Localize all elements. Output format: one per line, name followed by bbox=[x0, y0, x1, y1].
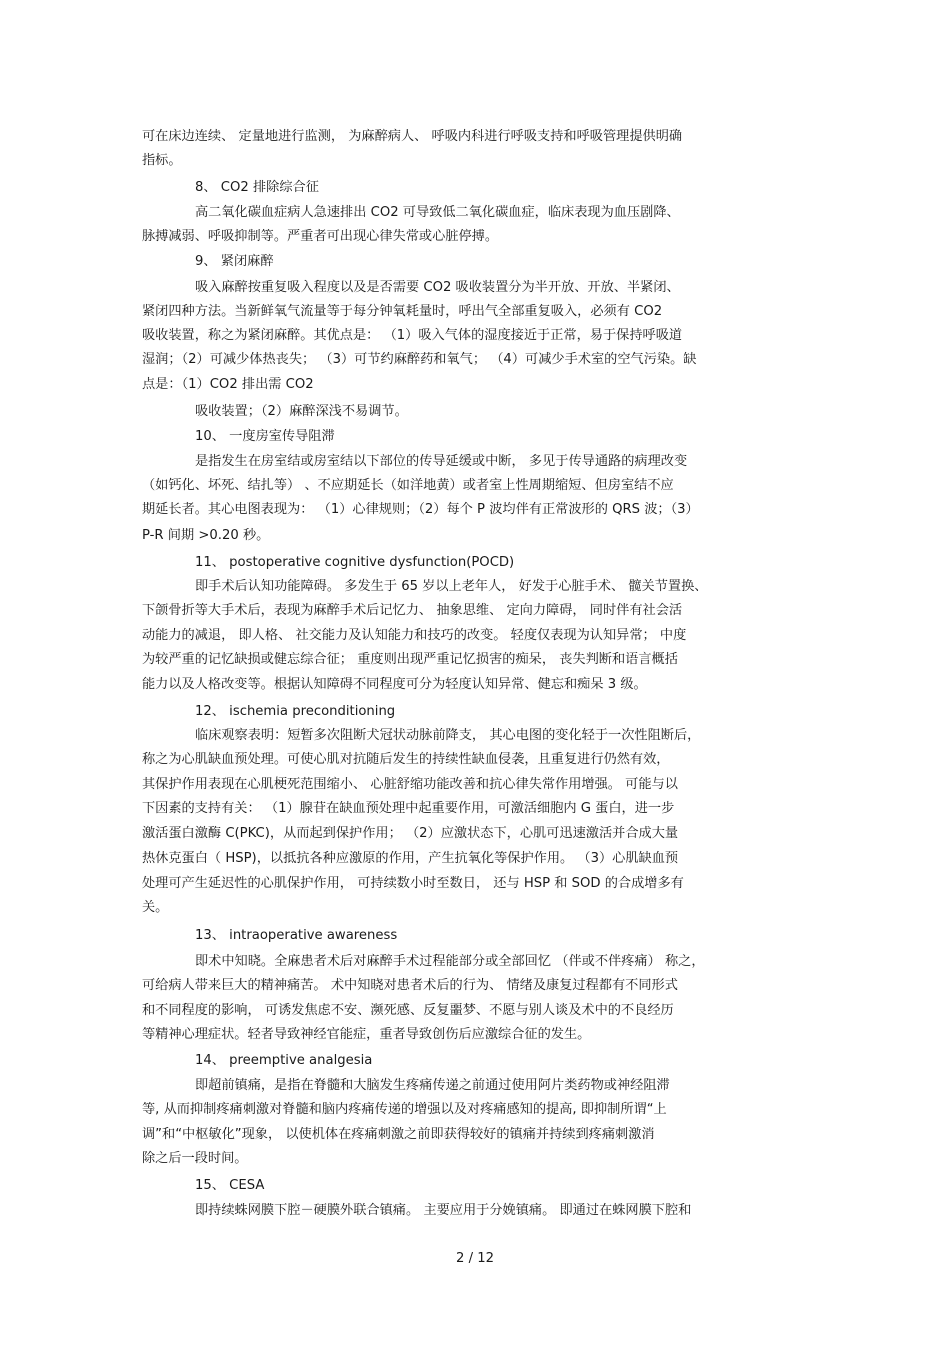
text-line: 是指发生在房室结或房室结以下部位的传导延缓或中断， 多见于传导通路的病理改变 bbox=[195, 454, 688, 469]
text-line: P-R 间期 >0.20 秒。 bbox=[142, 528, 270, 543]
text-line: 脉搏减弱、呼吸抑制等。严重者可出现心律失常或心脏停搏。 bbox=[142, 229, 499, 244]
text-line: 即术中知晓。全麻患者术后对麻醉手术过程能部分或全部回忆 （伴或不伴疼痛） 称之， bbox=[195, 954, 705, 969]
text-line: 处理可产生延迟性的心肌保护作用， 可持续数小时至数日， 还与 HSP 和 SOD 的合成增多有 bbox=[142, 876, 684, 891]
text-line: 可给病人带来巨大的精神痛苦。 术中知晓对患者术后的行为、 情绪及康复过程都有不同形式 bbox=[142, 978, 678, 993]
text-line: 除之后一段时间。 bbox=[142, 1151, 248, 1166]
text-line: 下因素的支持有关： （1）腺苷在缺血预处理中起重要作用，可激活细胞内 G 蛋白，进一步 bbox=[142, 801, 675, 816]
text-line: 8、 CO2 排除综合征 bbox=[195, 180, 319, 195]
text-line: 13、 intraoperative awareness bbox=[195, 928, 398, 943]
text-line: 和不同程度的影响， 可诱发焦虑不安、濒死感、反复噩梦、不愿与别人谈及术中的不良经历 bbox=[142, 1003, 674, 1018]
text-line: 等精神心理症状。轻者导致神经官能症，重者导致创伤后应激综合征的发生。 bbox=[142, 1027, 591, 1042]
text-line: 能力以及人格改变等。根据认知障碍不同程度可分为轻度认知异常、健忘和痴呆 3 级。 bbox=[142, 677, 647, 692]
page-number: 2 / 12 bbox=[456, 1251, 494, 1266]
text-line: 热休克蛋白（ HSP)，以抵抗各种应激原的作用，产生抗氧化等保护作用。 （3）心肌缺血预 bbox=[142, 851, 679, 866]
text-line: 其保护作用表现在心肌梗死范围缩小、 心脏舒缩功能改善和抗心律失常作用增强。 可能与以 bbox=[142, 777, 678, 792]
text-line: 调”和“中枢敏化”现象， 以使机体在疼痛刺激之前即获得较好的镇痛并持续到疼痛刺激消 bbox=[142, 1127, 655, 1142]
text-line: 12、 ischemia preconditioning bbox=[195, 704, 396, 719]
text-line: 即超前镇痛，是指在脊髓和大脑发生疼痛传递之前通过使用阿片类药物或神经阻滞 bbox=[195, 1078, 670, 1093]
text-line: 湿润；（2）可减少体热丧失； （3）可节约麻醉药和氧气； （4）可减少手术室的空气污染。缺 bbox=[142, 352, 697, 367]
text-line: 9、 紧闭麻醉 bbox=[195, 254, 274, 269]
text-line: 可在床边连续、 定量地进行监测， 为麻醉病人、 呼吸内科进行呼吸支持和呼吸管理提供明确 bbox=[142, 129, 683, 144]
text-line: 称之为心肌缺血预处理。可使心肌对抗随后发生的持续性缺血侵袭，且重复进行仍然有效， bbox=[142, 752, 670, 767]
text-line: 吸收装置，称之为紧闭麻醉。其优点是： （1）吸入气体的湿度接近于正常，易于保持呼吸道 bbox=[142, 328, 683, 343]
text-line: 即持续蛛网膜下腔－硬膜外联合镇痛。 主要应用于分娩镇痛。 即通过在蛛网膜下腔和 bbox=[195, 1203, 692, 1218]
text-line: 吸入麻醉按重复吸入程度以及是否需要 CO2 吸收装置分为半开放、开放、半紧闭、 bbox=[195, 280, 680, 295]
text-line: 点是：（1）CO2 排出需 CO2 bbox=[142, 377, 314, 392]
text-line: 为较严重的记忆缺损或健忘综合征； 重度则出现严重记忆损害的痴呆， 丧失判断和语言概括 bbox=[142, 652, 678, 667]
text-line: 动能力的减退， 即人格、 社交能力及认知能力和技巧的改变。 轻度仅表现为认知异常； 中度 bbox=[142, 628, 687, 643]
text-line: 激活蛋白激酶 C(PKC)，从而起到保护作用； （2）应激状态下，心肌可迅速激活并合成大量 bbox=[142, 826, 679, 841]
text-line: 关。 bbox=[142, 900, 169, 915]
text-line: 11、 postoperative cognitive dysfunction(POCD) bbox=[195, 555, 515, 570]
text-line: 高二氧化碳血症病人急速排出 CO2 可导致低二氧化碳血症，临床表现为血压剧降、 bbox=[195, 205, 680, 220]
text-line: 14、 preemptive analgesia bbox=[195, 1053, 373, 1068]
text-line: 临床观察表明：短暂多次阻断犬冠状动脉前降支， 其心电图的变化轻于一次性阻断后， bbox=[195, 728, 701, 743]
text-line: 下颌骨折等大手术后，表现为麻醉手术后记忆力、 抽象思维、 定向力障碍， 同时伴有社会活 bbox=[142, 603, 683, 618]
text-line: （如钙化、坏死、结扎等） 、不应期延长（如洋地黄）或者室上性周期缩短、但房室结不应 bbox=[142, 478, 674, 493]
text-line: 15、 CESA bbox=[195, 1178, 265, 1193]
text-line: 即手术后认知功能障碍。 多发生于 65 岁以上老年人， 好发于心脏手术、 髋关节置换、 bbox=[195, 579, 708, 594]
text-line: 指标。 bbox=[142, 153, 182, 168]
text-line: 吸收装置；（2）麻醉深浅不易调节。 bbox=[195, 404, 408, 419]
text-line: 期延长者。其心电图表现为： （1）心律规则；（2）每个 P 波均伴有正常波形的 QRS 波；（3） bbox=[142, 502, 699, 517]
text-line: 10、 一度房室传导阻滞 bbox=[195, 429, 335, 444]
text-line: 紧闭四种方法。当新鲜氧气流量等于每分钟氧耗量时，呼出气全部重复吸入，必须有 CO2 bbox=[142, 304, 663, 319]
text-line: 等, 从而抑制疼痛刺激对脊髓和脑内疼痛传递的增强以及对疼痛感知的提高, 即抑制所谓“上 bbox=[142, 1102, 667, 1117]
